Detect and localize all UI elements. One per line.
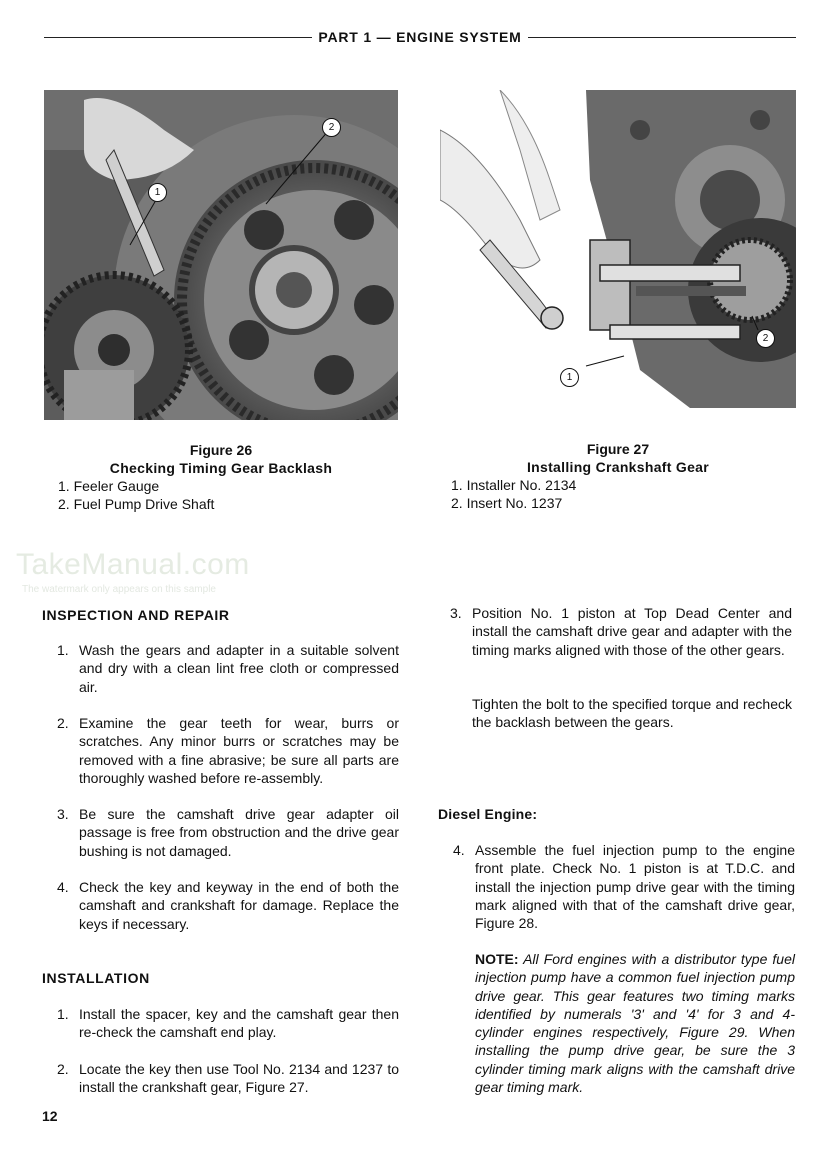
figure-26-item-2: 2. Fuel Pump Drive Shaft: [58, 496, 215, 512]
step-text: Install the spacer, key and the camshaft gear then re-check the camshaft end play.: [79, 1006, 399, 1041]
figure-26-title: Checking Timing Gear Backlash: [109, 460, 333, 476]
figure-26-callout-1: 1: [148, 183, 167, 202]
diesel-engine-heading: Diesel Engine:: [438, 806, 538, 822]
watermark-subtext: The watermark only appears on this sample: [22, 584, 216, 595]
step-text: Wash the gears and adapter in a suitable solvent and dry with a clean lint free cloth or compressed air.: [79, 642, 399, 695]
step-text: Be sure the camshaft drive gear adapter oil passage is free from obstruction and the drive gear bushing is not damaged.: [79, 806, 399, 859]
installation-step-2: [57, 1060, 399, 1097]
page-header: [44, 28, 796, 46]
header-rule-right: [528, 37, 796, 38]
header-rule-left: [44, 37, 312, 38]
figure-26-photo: [44, 90, 398, 420]
installation-step-3: [450, 604, 792, 659]
step-number: 2.: [57, 715, 69, 731]
inspection-step-3: [57, 805, 399, 860]
figure-27-item-2: 2. Insert No. 1237: [451, 495, 563, 511]
crankshaft-gear-installer-illustration: [440, 90, 796, 408]
step-number: 3.: [450, 605, 462, 621]
inspection-heading: INSPECTION AND REPAIR: [42, 607, 230, 623]
step-number: 1.: [57, 642, 69, 658]
figure-27-callout-1: 1: [560, 368, 579, 387]
diesel-step-4: [453, 841, 795, 932]
step-number: 2.: [57, 1061, 69, 1077]
step-text: Examine the gear teeth for wear, burrs or scratches. Any minor burrs or scratches may be removed with a fine abrasive; be sure all parts are thoroughly washed before re-assembly.: [79, 715, 399, 786]
tighten-paragraph: Tighten the bolt to the specified torque and recheck the backlash between the gears.: [472, 696, 792, 731]
page-number: 12: [42, 1108, 58, 1124]
figure-27-photo: [440, 90, 796, 408]
inspection-step-4: [57, 878, 399, 933]
figure-26-callout-2: 2: [322, 118, 341, 137]
figure-27-callout-2: 2: [756, 329, 775, 348]
note-label: NOTE:: [475, 951, 519, 967]
step-number: 4.: [453, 842, 465, 858]
diesel-note: [475, 950, 795, 1096]
header-title: PART 1 — ENGINE SYSTEM: [318, 29, 522, 45]
figure-27-caption: [437, 440, 799, 512]
figure-26-item-1: 1. Feeler Gauge: [58, 478, 160, 494]
watermark: [16, 548, 250, 595]
timing-gear-illustration: [44, 90, 398, 420]
note-text: All Ford engines with a distributor type fuel injection pump have a common fuel injection pump drive gear. This gear features two timing marks identified by numerals '3' and '4' for 3 and 4-cylinder engines respectively, Figure 29. When installing the pump drive gear, be sure the 3 cylinder timing mark aligns with the camshaft drive gear timing mark.: [475, 951, 795, 1096]
inspection-step-1: [57, 641, 399, 696]
inspection-step-2: [57, 714, 399, 787]
step-number: 3.: [57, 806, 69, 822]
figure-27-item-1: 1. Installer No. 2134: [451, 477, 577, 493]
step-text: Assemble the fuel injection pump to the engine front plate. Check No. 1 piston is at T.D.C. and install the injection pump drive gear with the timing mark aligned with that of the camshaft drive gear, Figure 28.: [475, 842, 795, 932]
figure-26-caption: [44, 441, 398, 513]
step-text: Locate the key then use Tool No. 2134 and 1237 to install the crankshaft gear, Figure 27.: [79, 1061, 399, 1096]
installation-step-1: [57, 1005, 399, 1042]
figure-26-label: Figure 26: [189, 442, 253, 458]
step-number: 4.: [57, 879, 69, 895]
installation-heading: INSTALLATION: [42, 970, 150, 986]
figure-27-label: Figure 27: [586, 441, 650, 457]
step-number: 1.: [57, 1006, 69, 1022]
figure-27-title: Installing Crankshaft Gear: [526, 459, 710, 475]
step-text: Position No. 1 piston at Top Dead Center and install the camshaft drive gear and adapter with the timing marks aligned with those of the other gears.: [472, 605, 792, 658]
watermark-text: TakeManual.com: [16, 548, 250, 581]
step-text: Check the key and keyway in the end of both the camshaft and crankshaft for damage. Replace the keys if necessary.: [79, 879, 399, 932]
